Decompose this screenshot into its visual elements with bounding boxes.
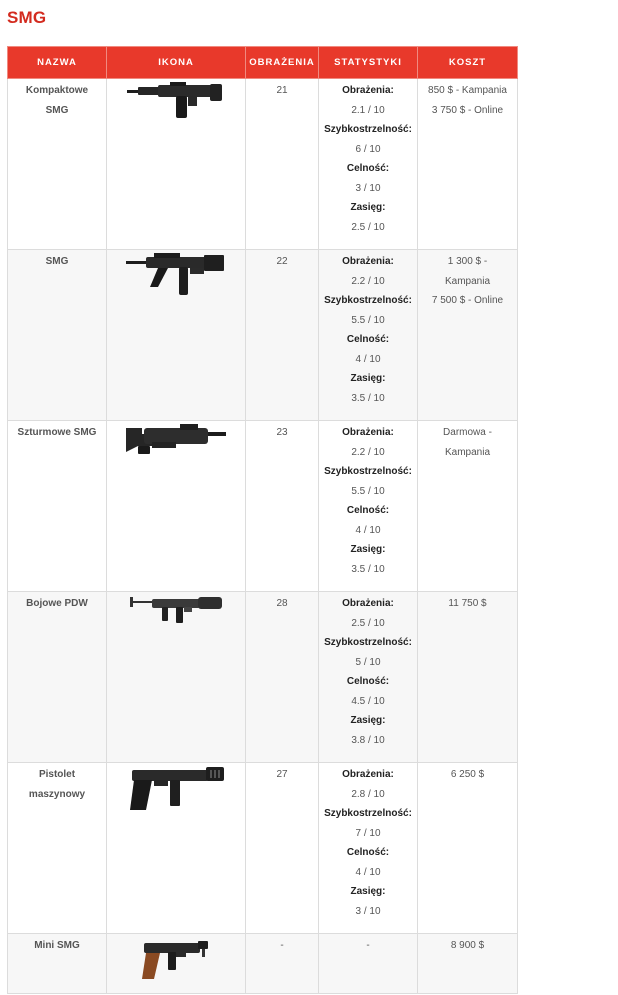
cost-cell xyxy=(418,934,518,994)
column-header-stats: STATYSTYKI xyxy=(319,47,418,79)
column-header-icon: IKONA xyxy=(107,47,246,79)
weapon-icon-cell xyxy=(107,421,246,592)
stats-cell xyxy=(319,763,418,934)
stat-value-accuracy: 4.5 / 10 xyxy=(351,695,385,707)
cost-line: Darmowa - xyxy=(443,427,492,438)
cost-cell xyxy=(418,421,518,592)
machine-pistol-icon xyxy=(126,766,226,814)
stat-value-range: 3.8 / 10 xyxy=(351,734,385,746)
stat-value-accuracy: 3 / 10 xyxy=(355,182,381,194)
weapon-name-line: maszynowy xyxy=(28,788,86,800)
weapon-icon-cell xyxy=(107,763,246,934)
stat-label-rate: Szybkostrzelność: xyxy=(324,637,412,648)
stat-label-range: Zasięg: xyxy=(350,202,386,213)
table-row xyxy=(8,250,518,421)
table-row xyxy=(8,421,518,592)
damage-value: 28 xyxy=(246,592,319,763)
weapon-icon-cell xyxy=(107,250,246,421)
smg-icon xyxy=(124,253,228,297)
weapon-name-line: Pistolet xyxy=(38,769,76,780)
section-heading: SMG xyxy=(7,8,47,27)
stat-value-damage: 2.8 / 10 xyxy=(351,788,385,800)
column-header-damage: OBRAŻENIA xyxy=(246,47,319,79)
stat-label-damage: Obrażenia: xyxy=(342,769,394,780)
stats-cell xyxy=(319,250,418,421)
stat-value-rate: 6 / 10 xyxy=(355,143,381,155)
weapon-name: Bojowe PDW xyxy=(8,592,107,763)
stat-value-rate: 5.5 / 10 xyxy=(351,485,385,497)
stat-value-accuracy: 4 / 10 xyxy=(355,353,381,365)
stat-value-range: 3.5 / 10 xyxy=(351,563,385,575)
stat-label-damage: Obrażenia: xyxy=(342,85,394,96)
stat-label-rate: Szybkostrzelność: xyxy=(324,295,412,306)
stat-value-accuracy: 4 / 10 xyxy=(355,866,381,878)
stats-cell xyxy=(319,421,418,592)
cost-line: 6 250 $ xyxy=(450,769,485,780)
stat-label-range: Zasięg: xyxy=(350,373,386,384)
cost-cell xyxy=(418,592,518,763)
stat-label-range: Zasięg: xyxy=(350,715,386,726)
stat-value-rate: 5.5 / 10 xyxy=(351,314,385,326)
damage-value: 23 xyxy=(246,421,319,592)
stat-value-rate: 5 / 10 xyxy=(355,656,381,668)
weapon-name xyxy=(8,763,107,934)
assault-smg-icon xyxy=(124,424,228,456)
cost-line: Kampania xyxy=(444,275,491,287)
stat-label-accuracy: Celność: xyxy=(346,676,390,687)
stat-label-rate: Szybkostrzelność: xyxy=(324,466,412,477)
compact-smg-icon xyxy=(124,82,228,120)
stat-value-accuracy: 4 / 10 xyxy=(355,524,381,536)
table-row xyxy=(8,763,518,934)
stat-label-accuracy: Celność: xyxy=(346,163,390,174)
table-header-row xyxy=(8,47,518,79)
cost-line: 8 900 $ xyxy=(450,940,485,951)
stat-label-accuracy: Celność: xyxy=(346,505,390,516)
table-row xyxy=(8,934,518,994)
stat-value-damage: 2.2 / 10 xyxy=(351,446,385,458)
stat-value-damage: 2.1 / 10 xyxy=(351,104,385,116)
stat-label-range: Zasięg: xyxy=(350,886,386,897)
mini-smg-icon xyxy=(140,937,212,981)
stat-value-damage: 2.5 / 10 xyxy=(351,617,385,629)
cost-line: 7 500 $ - Online xyxy=(431,295,504,306)
weapon-icon-cell xyxy=(107,79,246,250)
weapon-icon-cell xyxy=(107,934,246,994)
weapon-name: Kompaktowe SMG xyxy=(8,79,107,250)
smg-table xyxy=(7,46,518,994)
cost-line: 1 300 $ - xyxy=(447,256,488,267)
combat-pdw-icon xyxy=(128,595,224,625)
stat-value-range: 3 / 10 xyxy=(355,905,381,917)
table-row xyxy=(8,592,518,763)
stat-label-accuracy: Celność: xyxy=(346,334,390,345)
stats-cell xyxy=(319,79,418,250)
damage-value: 22 xyxy=(246,250,319,421)
stat-value-range: 2.5 / 10 xyxy=(351,221,385,233)
cost-line: Kampania xyxy=(444,446,491,458)
cost-line: 3 750 $ - Online xyxy=(431,104,504,116)
cost-line: 11 750 $ xyxy=(448,598,487,609)
stats-cell xyxy=(319,592,418,763)
weapon-name: Szturmowe SMG xyxy=(8,421,107,592)
stat-value-range: 3.5 / 10 xyxy=(351,392,385,404)
stat-label-rate: Szybkostrzelność: xyxy=(324,808,412,819)
cost-line: 850 $ - Kampania xyxy=(428,85,507,96)
damage-value: 21 xyxy=(246,79,319,250)
stat-value-rate: 7 / 10 xyxy=(355,827,381,839)
weapon-name: Mini SMG xyxy=(8,934,107,994)
damage-value: 27 xyxy=(246,763,319,934)
stats-cell: - xyxy=(319,934,418,994)
stat-label-accuracy: Celność: xyxy=(346,847,390,858)
damage-value: - xyxy=(246,934,319,994)
column-header-cost: KOSZT xyxy=(418,47,518,79)
table-row xyxy=(8,79,518,250)
stat-label-rate: Szybkostrzelność: xyxy=(324,124,412,135)
stat-label-damage: Obrażenia: xyxy=(342,427,394,438)
column-header-name: NAZWA xyxy=(8,47,107,79)
stat-label-range: Zasięg: xyxy=(350,544,386,555)
weapon-name: SMG xyxy=(8,250,107,421)
stat-label-damage: Obrażenia: xyxy=(342,598,394,609)
cost-cell xyxy=(418,250,518,421)
weapon-icon-cell xyxy=(107,592,246,763)
stat-label-damage: Obrażenia: xyxy=(342,256,394,267)
cost-cell xyxy=(418,763,518,934)
cost-cell xyxy=(418,79,518,250)
stat-value-damage: 2.2 / 10 xyxy=(351,275,385,287)
